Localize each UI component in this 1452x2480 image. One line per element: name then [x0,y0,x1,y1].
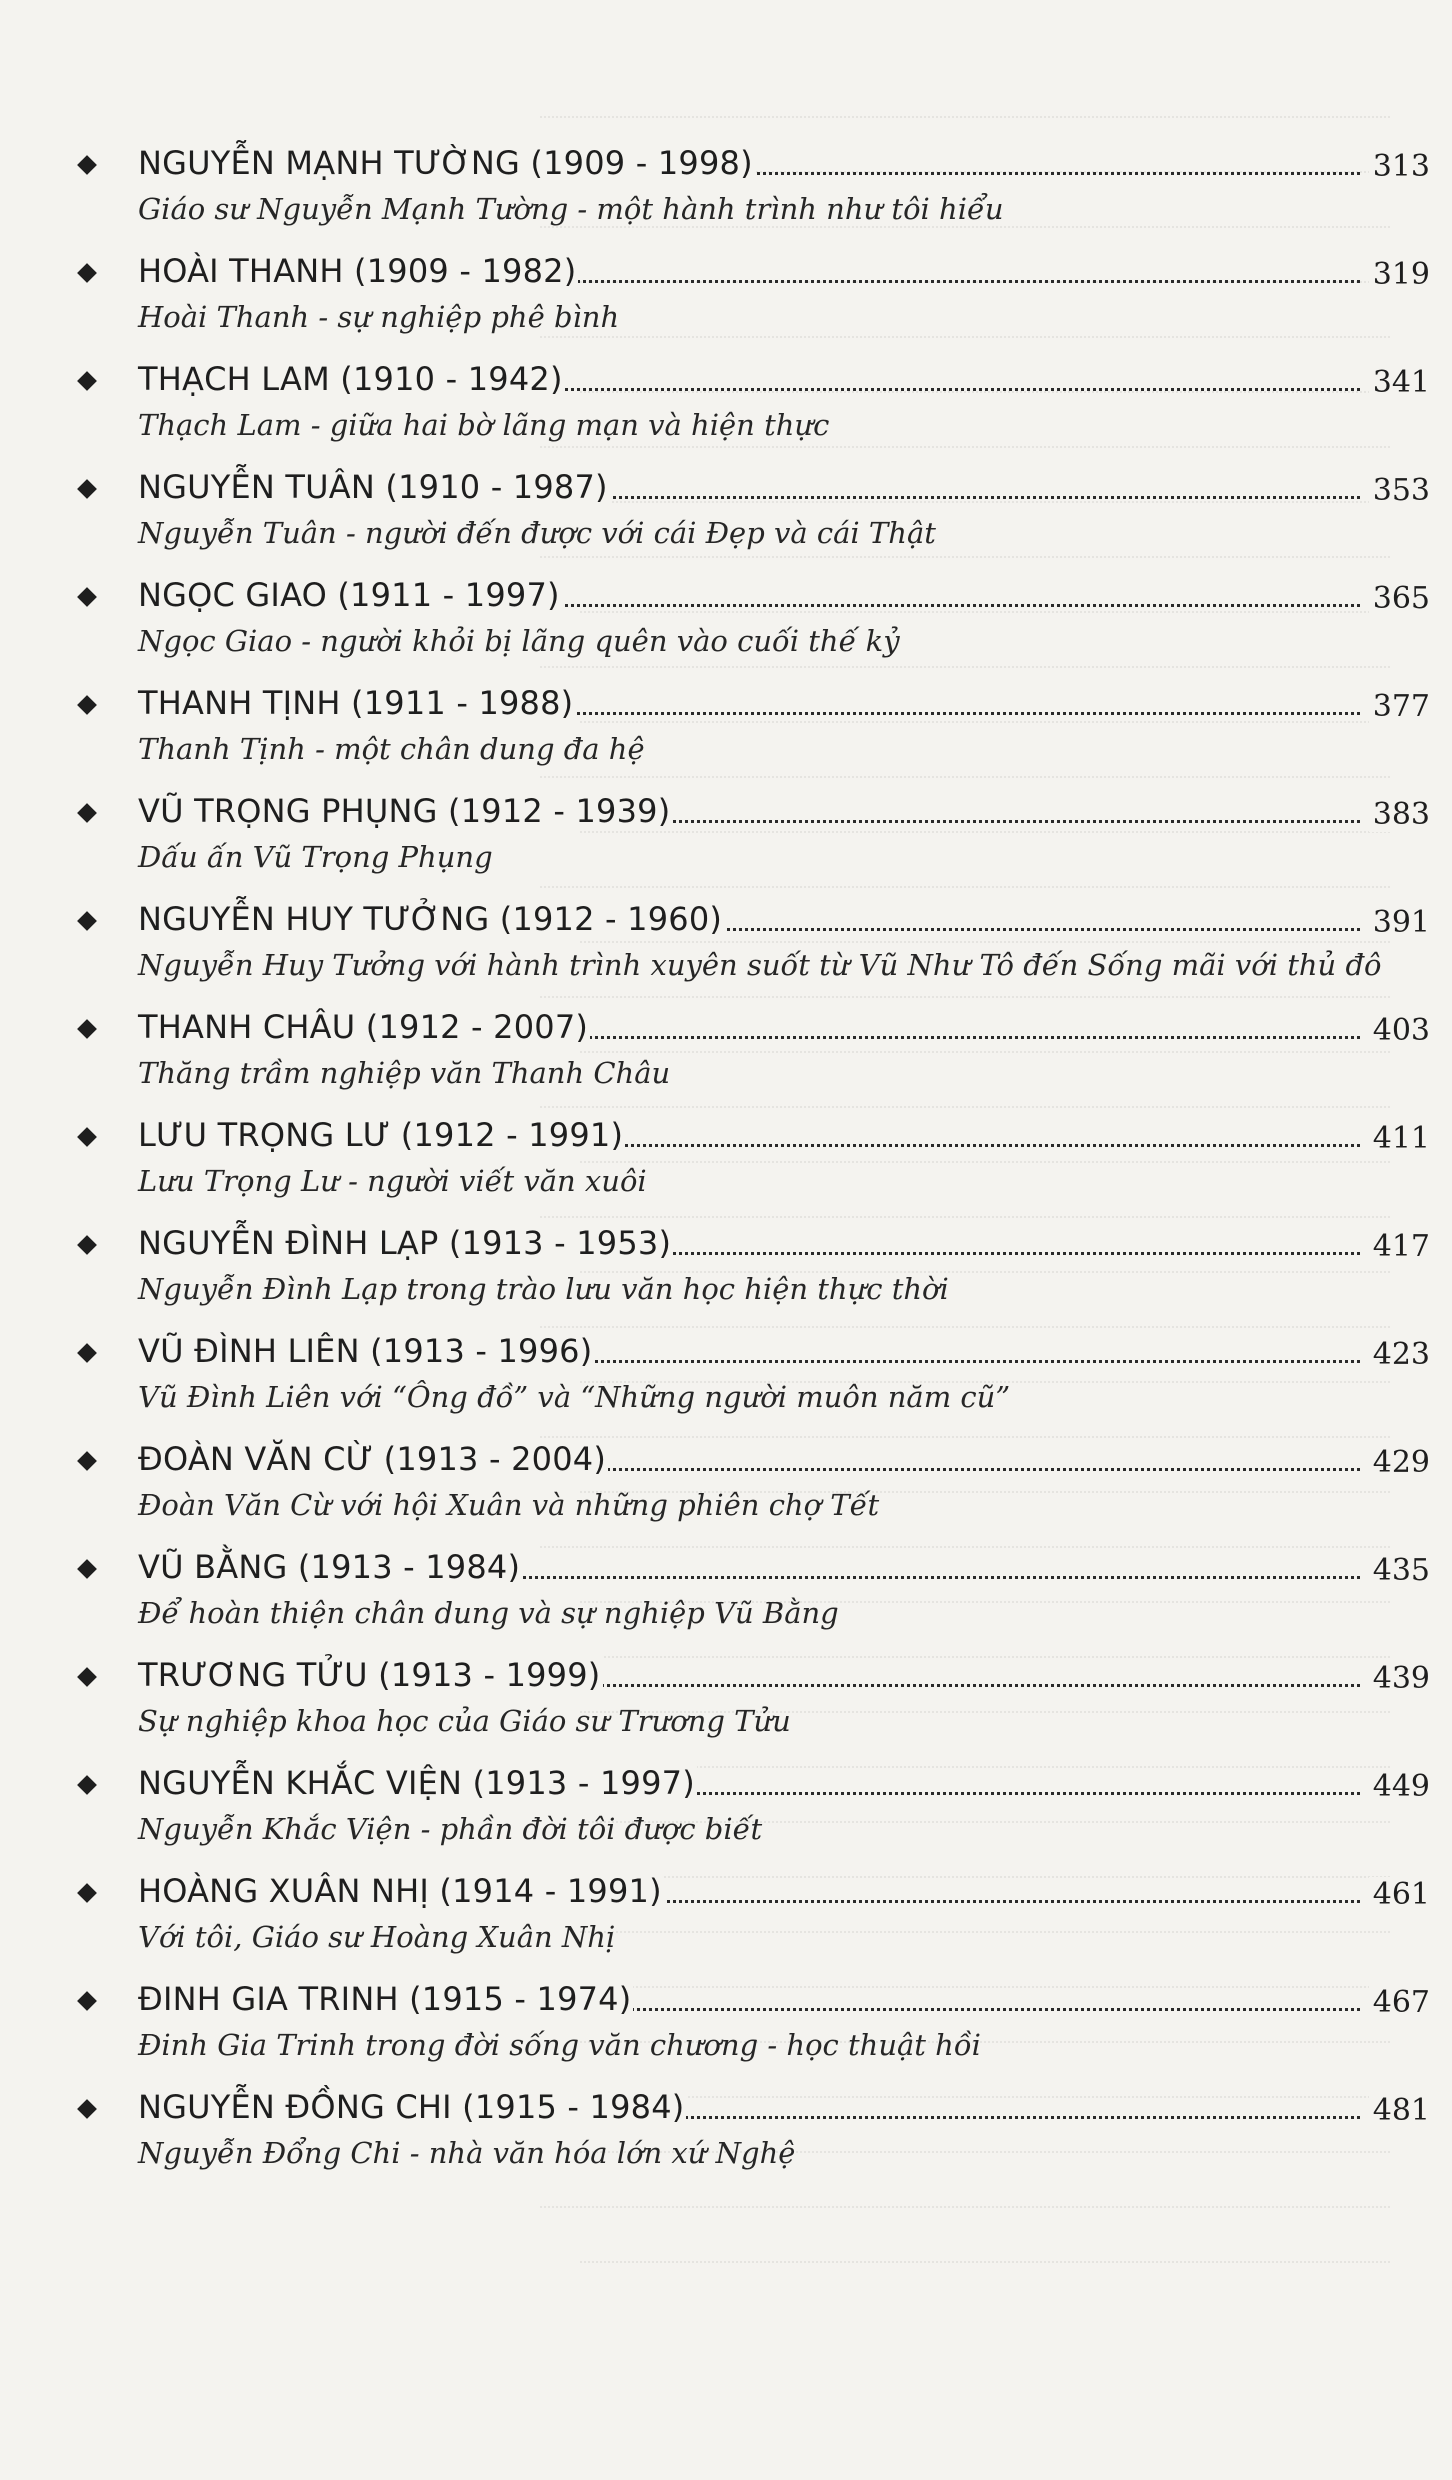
essay-title: Vũ Đình Liên với “Ông đồ” và “Những người muôn năm cũ” [138,1380,1011,1414]
toc-entry [70,344,1430,452]
author-name-and-years: NGUYỄN ĐỒNG CHI (1915 - 1984) [138,2088,685,2126]
ghost-line [540,2180,1390,2208]
toc-entry-heading [70,1964,1430,2022]
essay-title: Giáo sư Nguyễn Mạnh Tường - một hành trình như tôi hiểu [138,192,1004,226]
toc-entry [70,1424,1430,1532]
table-of-contents [70,128,1430,2180]
page-number: 313 [1369,149,1430,184]
toc-entry-heading [70,992,1430,1050]
toc-entry [70,1748,1430,1856]
toc-entry [70,236,1430,344]
diamond-bullet-icon [77,1559,97,1579]
essay-title: Với tôi, Giáo sư Hoàng Xuân Nhị [138,1920,616,1954]
toc-entry-heading [70,1208,1430,1266]
page-number: 341 [1369,365,1430,400]
diamond-bullet-icon [77,1451,97,1471]
toc-entry [70,884,1430,992]
essay-title: Để hoàn thiện chân dung và sự nghiệp Vũ Bằng [138,1596,839,1630]
page-number: 481 [1369,2093,1430,2128]
toc-entry [70,452,1430,560]
toc-entry-heading [70,128,1430,186]
page-number: 423 [1369,1337,1430,1372]
essay-title: Thanh Tịnh - một chân dung đa hệ [138,732,645,766]
essay-title: Đinh Gia Trinh trong đời sống văn chương - học thuật hồi [138,2028,981,2062]
toc-entry-heading [70,1100,1430,1158]
toc-entry [70,1856,1430,1964]
author-name-and-years: THANH CHÂU (1912 - 2007) [138,1008,589,1046]
toc-entry-heading [70,1748,1430,1806]
author-name-and-years: ĐINH GIA TRINH (1915 - 1974) [138,1980,632,2018]
essay-title: Ngọc Giao - người khỏi bị lãng quên vào cuối thế kỷ [138,624,900,658]
page-number: 449 [1369,1769,1430,1804]
toc-entry [70,560,1430,668]
author-name-and-years: THẠCH LAM (1910 - 1942) [138,360,563,398]
diamond-bullet-icon [77,479,97,499]
page-number: 435 [1369,1553,1430,1588]
toc-entry-heading [70,776,1430,834]
essay-title: Lưu Trọng Lư - người viết văn xuôi [138,1164,647,1198]
diamond-bullet-icon [77,1883,97,1903]
ghost-line [580,2235,1390,2263]
author-name-and-years: ĐOÀN VĂN CỪ (1913 - 2004) [138,1440,607,1478]
diamond-bullet-icon [77,911,97,931]
author-name-and-years: NGUYỄN ĐÌNH LẠP (1913 - 1953) [138,1224,672,1262]
toc-entry [70,992,1430,1100]
essay-title: Thăng trầm nghiệp văn Thanh Châu [138,1056,671,1090]
author-name-and-years: NGUYỄN HUY TƯỞNG (1912 - 1960) [138,900,723,938]
toc-entry [70,128,1430,236]
essay-title: Nguyễn Huy Tưởng với hành trình xuyên suốt từ Vũ Như Tô đến Sống mãi với thủ đô [138,948,1382,982]
toc-entry [70,668,1430,776]
author-name-and-years: NGUYỄN TUÂN (1910 - 1987) [138,468,608,506]
essay-title: Nguyễn Khắc Viện - phần đời tôi được biết [138,1812,763,1846]
toc-entry [70,1532,1430,1640]
page-number: 353 [1369,473,1430,508]
ghost-line [540,90,1390,118]
toc-entry-heading [70,236,1430,294]
toc-entry-heading [70,344,1430,402]
essay-title: Hoài Thanh - sự nghiệp phê bình [138,300,620,334]
page-number: 429 [1369,1445,1430,1480]
author-name-and-years: NGỌC GIAO (1911 - 1997) [138,576,560,614]
diamond-bullet-icon [77,587,97,607]
diamond-bullet-icon [77,1127,97,1147]
author-name-and-years: NGUYỄN MẠNH TƯỜNG (1909 - 1998) [138,144,753,182]
page-number: 403 [1369,1013,1430,1048]
toc-entry [70,1964,1430,2072]
author-name-and-years: HOÀI THANH (1909 - 1982) [138,252,577,290]
page-number: 383 [1369,797,1430,832]
toc-entry-heading [70,2072,1430,2130]
page-number: 391 [1369,905,1430,940]
author-name-and-years: TRƯƠNG TỬU (1913 - 1999) [138,1656,601,1694]
essay-title: Sự nghiệp khoa học của Giáo sư Trương Tửu [138,1704,791,1738]
diamond-bullet-icon [77,1343,97,1363]
diamond-bullet-icon [77,1235,97,1255]
toc-entry-heading [70,668,1430,726]
toc-entry-heading [70,1640,1430,1698]
author-name-and-years: LƯU TRỌNG LƯ (1912 - 1991) [138,1116,624,1154]
page-number: 461 [1369,1877,1430,1912]
diamond-bullet-icon [77,1775,97,1795]
author-name-and-years: VŨ TRỌNG PHỤNG (1912 - 1939) [138,792,671,830]
essay-title: Nguyễn Đổng Chi - nhà văn hóa lớn xứ Nghệ [138,2136,796,2170]
diamond-bullet-icon [77,1991,97,2011]
toc-entry [70,1316,1430,1424]
essay-title: Đoàn Văn Cừ với hội Xuân và những phiên chợ Tết [138,1488,880,1522]
toc-entry-heading [70,1532,1430,1590]
toc-entry [70,1100,1430,1208]
author-name-and-years: HOÀNG XUÂN NHỊ (1914 - 1991) [138,1872,662,1910]
diamond-bullet-icon [77,371,97,391]
toc-entry [70,2072,1430,2180]
toc-entry [70,1640,1430,1748]
toc-entry [70,776,1430,884]
diamond-bullet-icon [77,1667,97,1687]
page-number: 411 [1369,1121,1430,1156]
diamond-bullet-icon [77,263,97,283]
essay-title: Nguyễn Đình Lạp trong trào lưu văn học hiện thực thời [138,1272,949,1306]
toc-entry-heading [70,452,1430,510]
page-number: 319 [1369,257,1430,292]
toc-entry-heading [70,884,1430,942]
author-name-and-years: VŨ ĐÌNH LIÊN (1913 - 1996) [138,1332,593,1370]
diamond-bullet-icon [77,803,97,823]
author-name-and-years: VŨ BẰNG (1913 - 1984) [138,1548,521,1586]
essay-title: Nguyễn Tuân - người đến được với cái Đẹp và cái Thật [138,516,936,550]
toc-entry-heading [70,560,1430,618]
diamond-bullet-icon [77,2099,97,2119]
essay-title: Dấu ấn Vũ Trọng Phụng [138,840,493,874]
page-number: 377 [1369,689,1430,724]
page-number: 439 [1369,1661,1430,1696]
toc-entry-heading [70,1424,1430,1482]
essay-title: Thạch Lam - giữa hai bờ lãng mạn và hiện thực [138,408,830,442]
author-name-and-years: NGUYỄN KHẮC VIỆN (1913 - 1997) [138,1764,695,1802]
diamond-bullet-icon [77,155,97,175]
diamond-bullet-icon [77,695,97,715]
diamond-bullet-icon [77,1019,97,1039]
toc-entry-heading [70,1316,1430,1374]
author-name-and-years: THANH TỊNH (1911 - 1988) [138,684,574,722]
page-number: 467 [1369,1985,1430,2020]
toc-entry-heading [70,1856,1430,1914]
toc-entry [70,1208,1430,1316]
page-number: 417 [1369,1229,1430,1264]
page-number: 365 [1369,581,1430,616]
